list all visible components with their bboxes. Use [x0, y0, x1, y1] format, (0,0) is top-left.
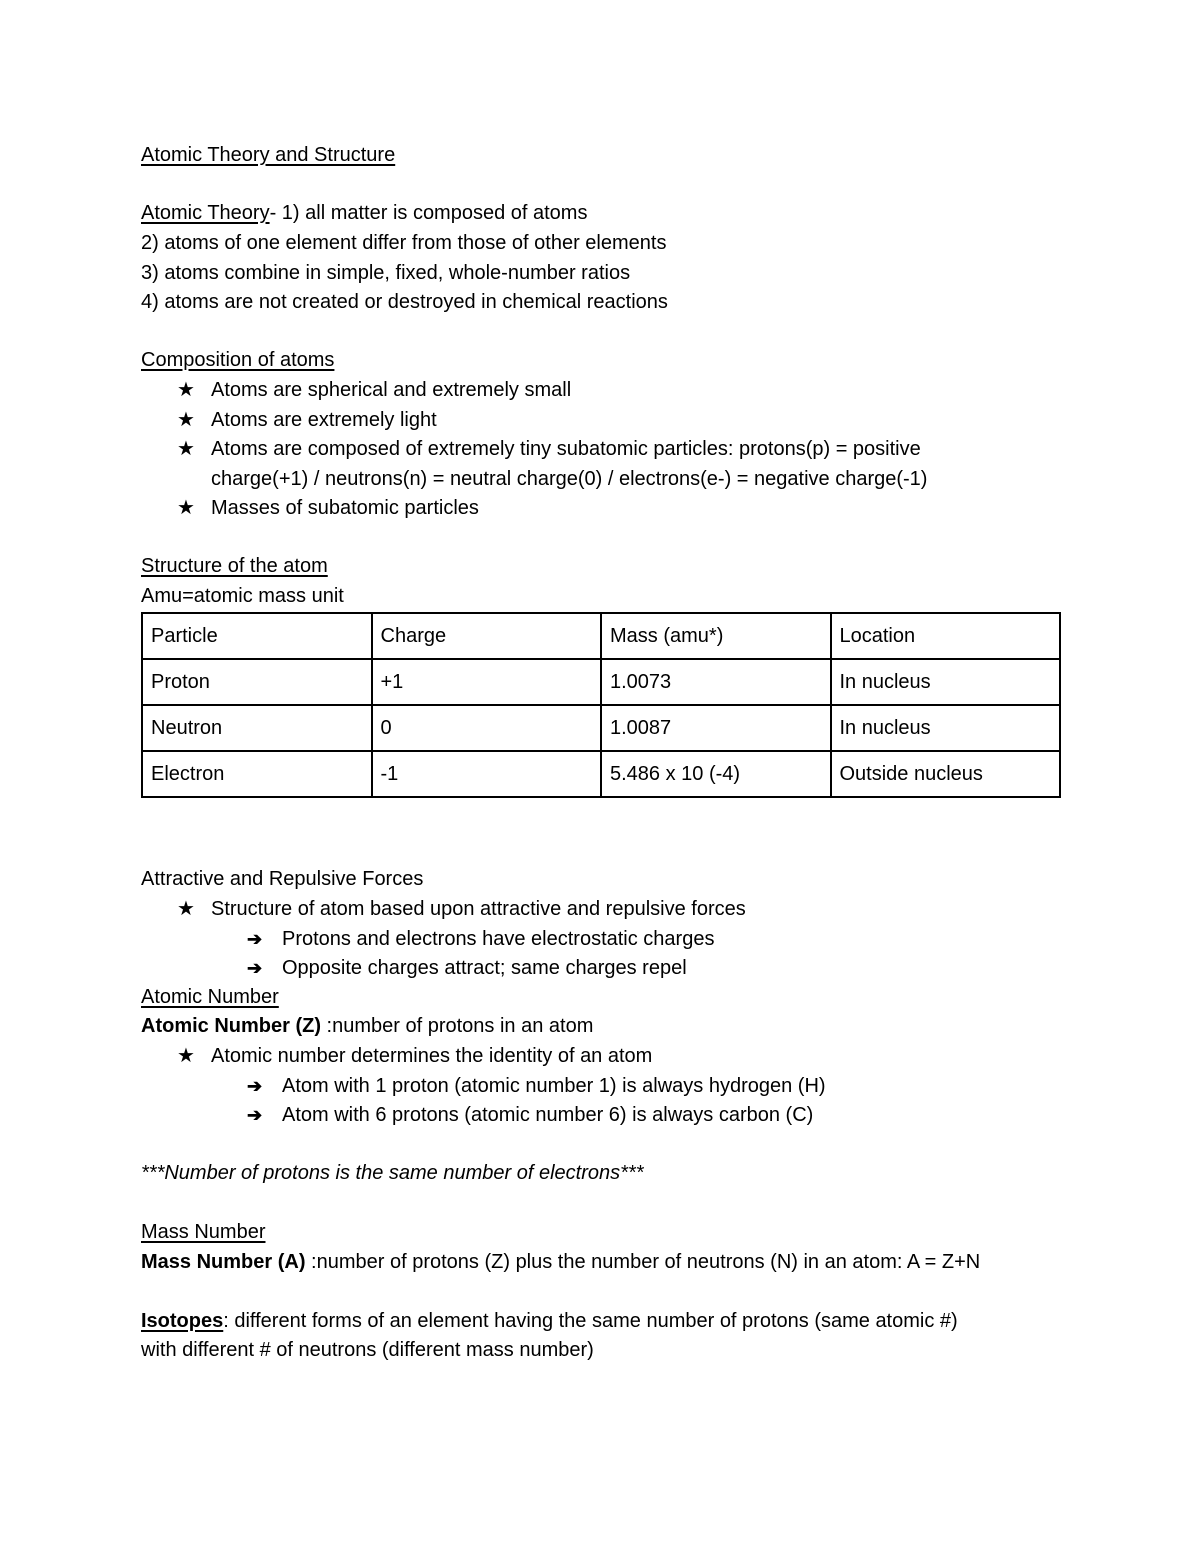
composition-bullet-4: Masses of subatomic particles — [211, 497, 479, 519]
forces-sub-1: Protons and electrons have electrostatic charges — [282, 928, 715, 950]
composition-bullet-1: Atoms are spherical and extremely small — [211, 379, 572, 401]
atomic-theory-heading: Atomic Theory — [141, 202, 270, 224]
subatomic-particles-table — [141, 612, 1061, 798]
atomic-number-heading: Atomic Number — [141, 986, 279, 1008]
isotopes-definition: : different forms of an element having the same number of protons (same atomic #) — [223, 1310, 958, 1332]
forces-heading: Attractive and Repulsive Forces — [141, 868, 424, 890]
table-cell: 1.0073 — [601, 659, 831, 705]
mass-number-heading: Mass Number — [141, 1221, 266, 1243]
star-icon: ★ — [177, 1045, 195, 1067]
arrow-right-icon: ➔ — [247, 1076, 263, 1096]
isotopes-definition-cont: with different # of neutrons (different mass number) — [141, 1339, 594, 1361]
atomic-theory-point-3: 3) atoms combine in simple, fixed, whole-number ratios — [141, 262, 631, 284]
star-icon: ★ — [177, 409, 195, 431]
forces-sub-2: Opposite charges attract; same charges repel — [282, 957, 687, 979]
atomic-number-definition: :number of protons in an atom — [321, 1015, 594, 1037]
table-cell: Proton — [142, 659, 372, 705]
table-cell: Outside nucleus — [831, 751, 1061, 797]
table-header-cell: Location — [831, 613, 1061, 659]
table-row — [142, 751, 1060, 797]
composition-bullet-3-cont: charge(+1) / neutrons(n) = neutral charge(0) / electrons(e-) = negative charge(-1) — [211, 468, 928, 490]
table-row — [142, 659, 1060, 705]
atomic-number-definition-line — [141, 1014, 593, 1038]
table-cell: In nucleus — [831, 659, 1061, 705]
arrow-right-icon: ➔ — [247, 1105, 263, 1125]
table-cell: Neutron — [142, 705, 372, 751]
isotopes-definition-line — [141, 1309, 958, 1333]
star-icon: ★ — [177, 438, 195, 460]
atomic-number-sub-1: Atom with 1 proton (atomic number 1) is always hydrogen (H) — [282, 1075, 826, 1097]
amu-note: Amu=atomic mass unit — [141, 585, 344, 607]
table-header-cell: Particle — [142, 613, 372, 659]
forces-bullet: Structure of atom based upon attractive and repulsive forces — [211, 898, 746, 920]
atomic-theory-point-1: - 1) all matter is composed of atoms — [269, 202, 588, 224]
table-cell: 1.0087 — [601, 705, 831, 751]
table-cell: 5.486 x 10 (-4) — [601, 751, 831, 797]
structure-heading: Structure of the atom — [141, 555, 328, 577]
table-header-cell: Mass (amu*) — [601, 613, 831, 659]
isotopes-term: Isotopes — [141, 1310, 224, 1332]
table-cell: In nucleus — [831, 705, 1061, 751]
atomic-theory-point-4: 4) atoms are not created or destroyed in chemical reactions — [141, 291, 668, 313]
atomic-number-term: Atomic Number (Z) — [141, 1015, 321, 1037]
page-title: Atomic Theory and Structure — [141, 144, 396, 166]
star-icon: ★ — [177, 379, 195, 401]
table-header-cell: Charge — [372, 613, 602, 659]
table-cell: +1 — [372, 659, 602, 705]
composition-bullet-2: Atoms are extremely light — [211, 409, 437, 431]
table-header-row — [142, 613, 1060, 659]
table-cell: -1 — [372, 751, 602, 797]
star-icon: ★ — [177, 898, 195, 920]
atomic-number-sub-2: Atom with 6 protons (atomic number 6) is always carbon (C) — [282, 1104, 814, 1126]
composition-bullet-3: Atoms are composed of extremely tiny subatomic particles: protons(p) = positive — [211, 438, 921, 460]
protons-electrons-note: ***Number of protons is the same number of electrons*** — [141, 1162, 644, 1184]
arrow-right-icon: ➔ — [247, 929, 263, 949]
mass-number-term: Mass Number (A) — [141, 1251, 306, 1273]
table-cell: 0 — [372, 705, 602, 751]
table-cell: Electron — [142, 751, 372, 797]
star-icon: ★ — [177, 497, 195, 519]
atomic-theory-line-1 — [141, 201, 587, 225]
table-row — [142, 705, 1060, 751]
composition-heading: Composition of atoms — [141, 349, 335, 371]
atomic-theory-point-2: 2) atoms of one element differ from those of other elements — [141, 232, 667, 254]
atomic-number-bullet: Atomic number determines the identity of an atom — [211, 1045, 653, 1067]
mass-number-definition-line — [141, 1250, 980, 1274]
arrow-right-icon: ➔ — [247, 958, 263, 978]
mass-number-definition: :number of protons (Z) plus the number of neutrons (N) in an atom: A = Z+N — [305, 1251, 981, 1273]
